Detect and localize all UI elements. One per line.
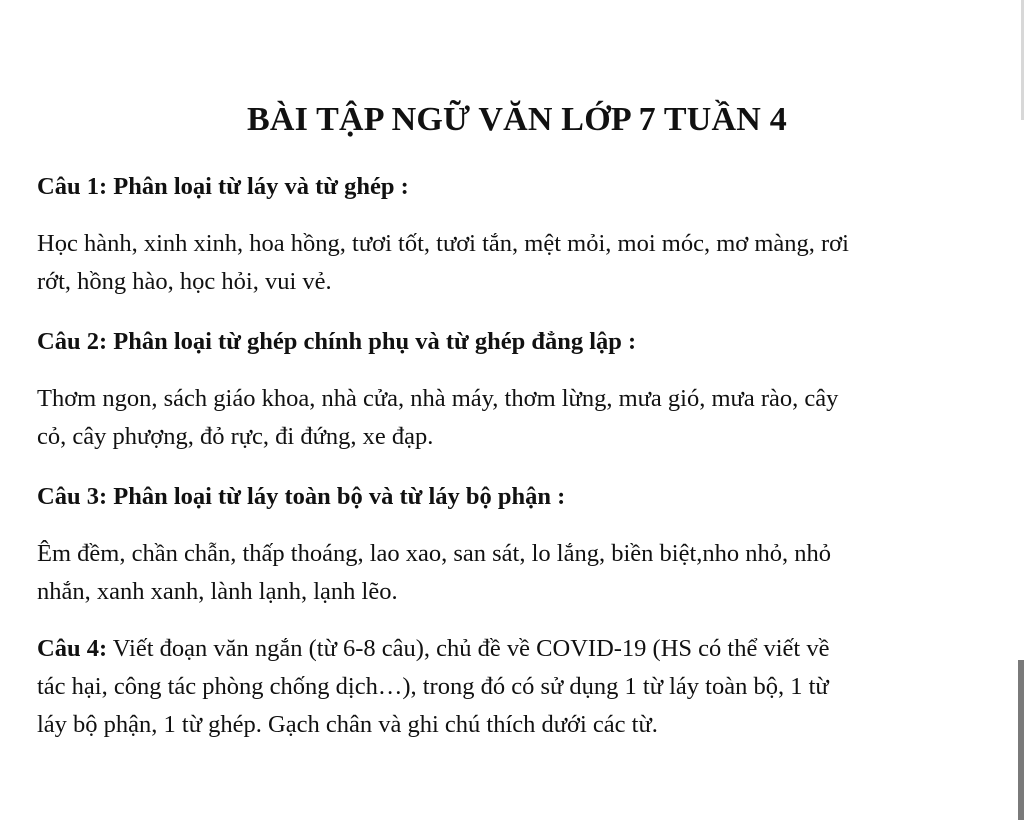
document-title: BÀI TẬP NGỮ VĂN LỚP 7 TUẦN 4 [247,101,787,138]
question-4-line-2: tác hại, công tác phòng chống dịch…), trong đó có sử dụng 1 từ láy toàn bộ, 1 từ [37,673,829,700]
question-3-body [37,535,992,611]
question-4-label: Câu 4: [37,635,108,662]
question-2-heading: Câu 2: Phân loại từ ghép chính phụ và từ ghép đẳng lập : [37,328,637,355]
question-4-line-1 [37,630,992,668]
question-4-line-1-text: Viết đoạn văn ngắn (từ 6-8 câu), chủ đề về COVID-19 (HS có thể viết về [107,635,830,662]
question-1-heading: Câu 1: Phân loại từ láy và từ ghép : [37,173,409,200]
question-3-heading: Câu 3: Phân loại từ láy toàn bộ và từ láy bộ phận : [37,483,566,510]
question-1-body [37,225,992,301]
question-2-line-1: Thơm ngon, sách giáo khoa, nhà cửa, nhà máy, thơm lừng, mưa gió, mưa rào, cây [37,385,839,412]
question-1-line-1: Học hành, xinh xinh, hoa hồng, tươi tốt, tươi tắn, mệt mỏi, moi móc, mơ màng, rơi [37,230,849,257]
question-4-line-3: láy bộ phận, 1 từ ghép. Gạch chân và ghi chú thích dưới các từ. [37,711,658,738]
right-edge-scroll-shadow [1018,660,1024,820]
question-3-line-2: nhắn, xanh xanh, lành lạnh, lạnh lẽo. [37,578,398,605]
question-3-line-1: Êm đềm, chần chẫn, thấp thoáng, lao xao, san sát, lo lắng, biền biệt,nho nhỏ, nhỏ [37,540,832,567]
question-1-line-2: rớt, hồng hào, học hỏi, vui vẻ. [37,268,332,295]
question-2-line-2: cỏ, cây phượng, đỏ rực, đi đứng, xe đạp. [37,423,434,450]
question-4-body [37,630,992,744]
question-2-body [37,380,992,456]
